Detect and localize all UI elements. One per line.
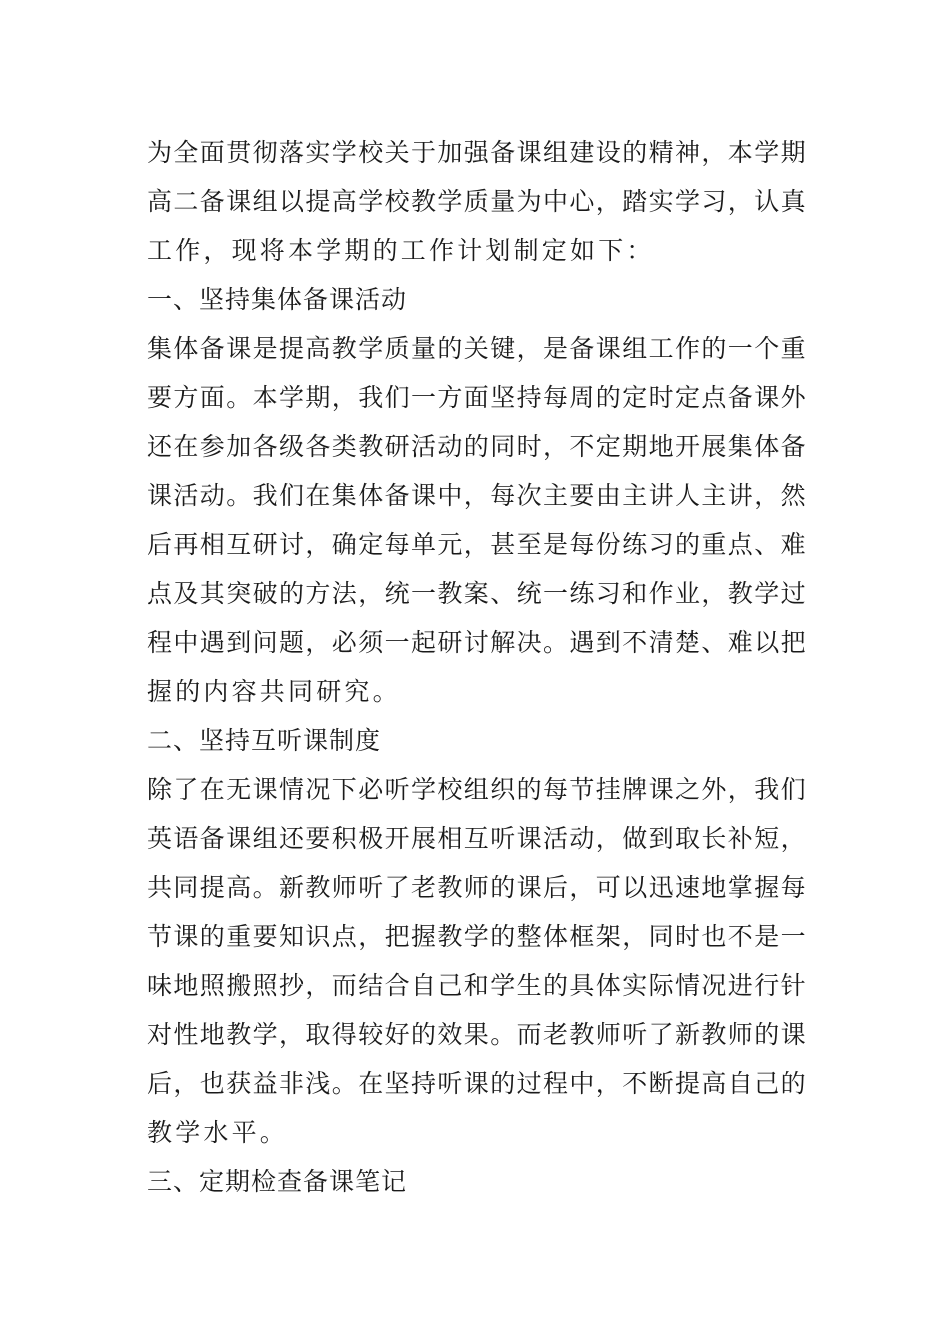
section-1-line-6: 点及其突破的方法，统一教案、统一练习和作业，教学过 (147, 579, 808, 608)
section-heading-1: 一、坚持集体备课活动 (147, 285, 408, 314)
section-2-line-5: 味地照搬照抄，而结合自己和学生的具体实际情况进行针 (147, 971, 808, 1000)
section-1-line-4: 课活动。我们在集体备课中，每次主要由主讲人主讲，然 (147, 481, 808, 510)
section-1-line-8: 握的内容共同研究。 (147, 677, 401, 706)
intro-line-3: 工作，现将本学期的工作计划制定如下： (147, 236, 655, 265)
section-2-line-3: 共同提高。新教师听了老教师的课后，可以迅速地掌握每 (147, 873, 808, 902)
section-1-line-3: 还在参加各级各类教研活动的同时，不定期地开展集体备 (147, 432, 808, 461)
intro-line-2: 高二备课组以提高学校教学质量为中心，踏实学习，认真 (147, 187, 808, 216)
section-1-line-5: 后再相互研讨，确定每单元，甚至是每份练习的重点、难 (147, 530, 808, 559)
document-body (147, 128, 807, 1206)
section-1-line-2: 要方面。本学期，我们一方面坚持每周的定时定点备课外 (147, 383, 808, 412)
section-2-line-7: 后，也获益非浅。在坚持听课的过程中，不断提高自己的 (147, 1069, 808, 1098)
intro-line-1: 为全面贯彻落实学校关于加强备课组建设的精神，本学期 (147, 138, 808, 167)
section-1-line-1: 集体备课是提高教学质量的关键，是备课组工作的一个重 (147, 334, 808, 363)
section-2-line-4: 节课的重要知识点，把握教学的整体框架，同时也不是一 (147, 922, 808, 951)
section-heading-2: 二、坚持互听课制度 (147, 726, 382, 755)
section-2-line-8: 教学水平。 (147, 1118, 289, 1147)
section-1-line-7: 程中遇到问题，必须一起研讨解决。遇到不清楚、难以把 (147, 628, 808, 657)
section-2-line-6: 对性地教学，取得较好的效果。而老教师听了新教师的课 (147, 1020, 808, 1049)
section-2-line-1: 除了在无课情况下必听学校组织的每节挂牌课之外，我们 (147, 775, 808, 804)
section-2-line-2: 英语备课组还要积极开展相互听课活动，做到取长补短， (147, 824, 808, 853)
section-heading-3: 三、定期检查备课笔记 (147, 1167, 408, 1196)
